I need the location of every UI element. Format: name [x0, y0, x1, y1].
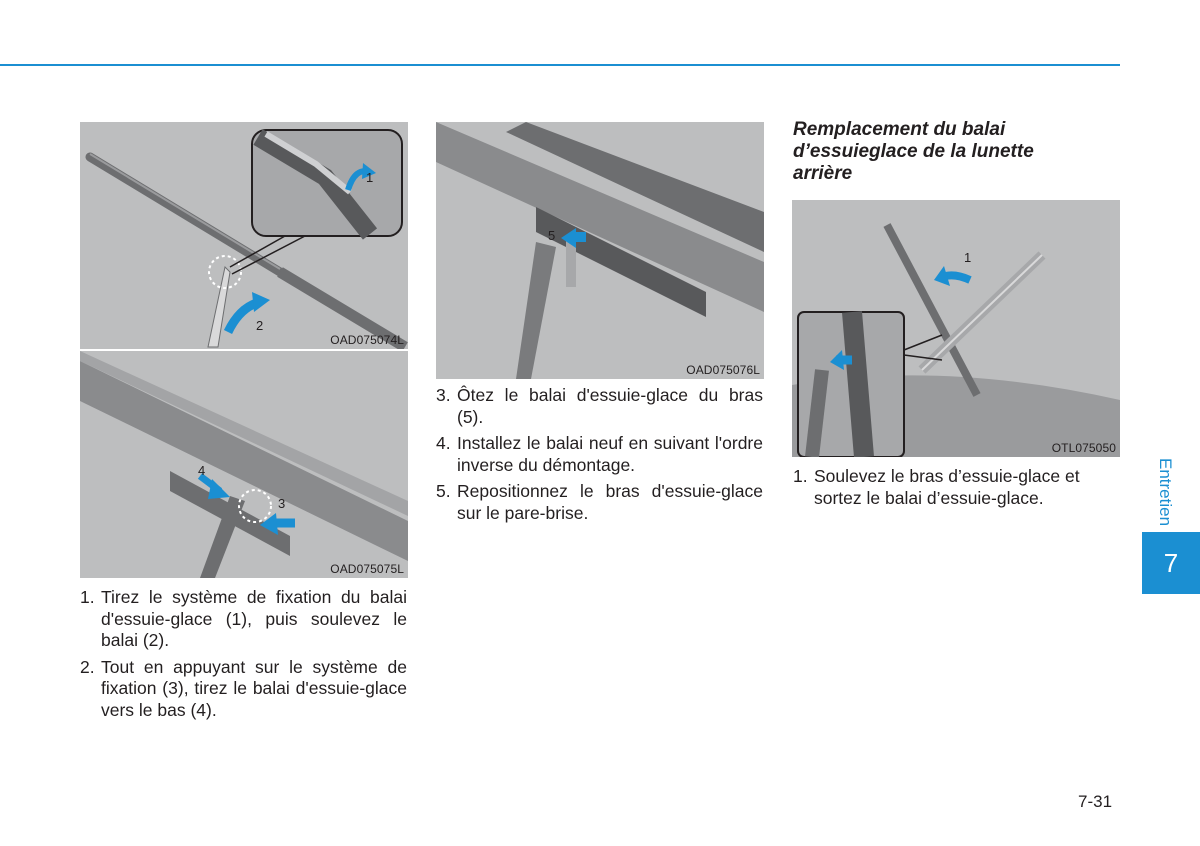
step-number: 1. — [793, 466, 808, 486]
callout-1: 1 — [366, 170, 374, 185]
step-text: Repositionnez le bras d'essuie-glace sur le pare-brise. — [457, 481, 763, 523]
chapter-tab: 7 — [1142, 532, 1200, 594]
figure-wiper-remove — [436, 122, 764, 379]
section-label: Entretien — [1156, 457, 1175, 527]
figure-wiper-release — [80, 351, 408, 578]
step-4 — [436, 433, 763, 476]
figure-code: OAD075075L — [330, 562, 404, 576]
callout-1: 1 — [964, 250, 972, 265]
callout-2: 2 — [256, 318, 264, 333]
step-2 — [80, 657, 407, 722]
step-1 — [80, 587, 407, 652]
wiper-release-illustration — [80, 351, 408, 578]
step-text: Tirez le système de fixation du balai d'essuie-glace (1), puis soulevez le balai (2). — [101, 587, 407, 650]
wiper-remove-illustration — [436, 122, 764, 379]
step-text: Tout en appuyant sur le système de fixation (3), tirez le balai d'essuie-glace vers le bas (4). — [101, 656, 407, 720]
step-1-rear — [793, 466, 1120, 509]
step-number: 5. — [436, 481, 451, 501]
step-3 — [436, 385, 763, 428]
figure-code: OAD075074L — [330, 333, 404, 347]
section-title: Remplacement du balai d’essuieglace de la lunette arrière — [793, 119, 1034, 184]
step-5 — [436, 481, 763, 524]
rear-wiper-illustration — [792, 200, 1120, 457]
step-number: 2. — [80, 656, 95, 677]
callout-4: 4 — [198, 463, 206, 478]
steps-right — [793, 466, 1120, 514]
step-text: Installez le balai neuf en suivant l'ordre inverse du démontage. — [457, 433, 763, 475]
figure-wiper-lift — [80, 122, 408, 349]
wiper-lift-illustration — [80, 122, 408, 349]
step-number: 4. — [436, 433, 451, 453]
steps-left — [80, 587, 407, 726]
figure-rear-wiper — [792, 200, 1120, 457]
step-text: Soulevez le bras d’essuie-glace et sortez le balai d’essuie-glace. — [814, 466, 1080, 508]
step-text: Ôtez le balai d'essuie-glace du bras (5). — [457, 385, 763, 427]
steps-middle — [436, 385, 763, 529]
top-rule — [0, 64, 1120, 66]
step-number: 1. — [80, 587, 95, 607]
step-number: 3. — [436, 385, 451, 405]
callout-5: 5 — [548, 228, 556, 243]
page-number: 7-31 — [1078, 792, 1113, 811]
figure-code: OTL075050 — [1051, 441, 1116, 455]
callout-3: 3 — [278, 496, 286, 511]
figure-code: OAD075076L — [686, 363, 760, 377]
